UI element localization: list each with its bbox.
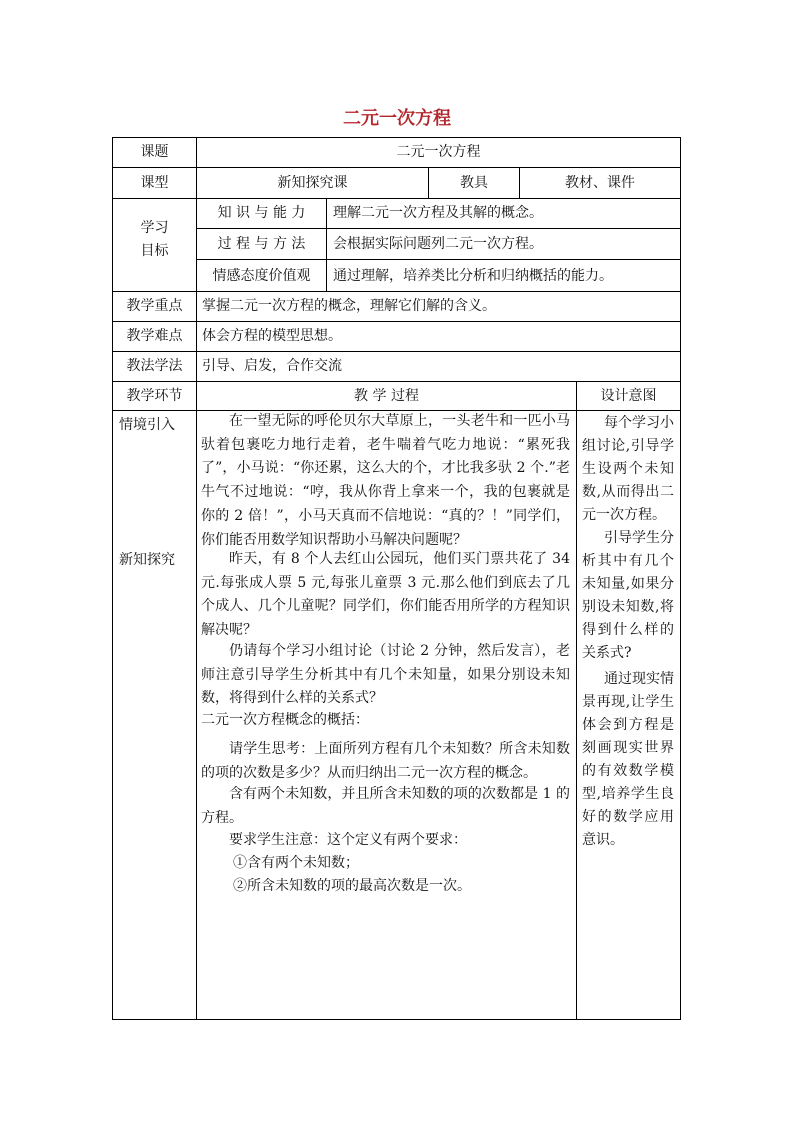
process-paragraph: 要求学生注意：这个定义有两个要求： [229,832,467,848]
process-paragraph: 仍请每个学习小组讨论（讨论 2 分钟，然后发言），老师注意引导学生分析其中有几个未知量，如果分别设未知数，将得到什么样的关系式？ [201,643,570,707]
key-point-value: 掌握二元一次方程的概念，理解它们解的含义。 [202,298,496,314]
tools-value: 教材、课件 [565,175,635,191]
process-list-item: ①含有两个未知数； [233,855,359,871]
process-paragraph: 含有两个未知数，并且所含未知数的项的次数都是 1 的方程。 [201,786,570,826]
goal-text-attitude: 通过理解，培养类比分析和归纳概括的能力。 [333,268,613,284]
type-label: 课型 [140,175,169,191]
goal-label-attitude: 情感态度价值观 [212,268,311,284]
table-line [196,228,681,229]
table-line [112,137,681,138]
process-paragraph: 在一望无际的呼伦贝尔大草原上，一头老牛和一匹小马驮着包裹吃力地行走着，老牛喘着气吃力地说：“累死我了”，小马说：“你还累，这么大的个，才比我多驮 2 个.”老牛气不过地说：“哼，我从你背上拿来一个，我的包裹就是你的 2 倍！”，小马天真而不信地说：“真的？！”同学们，你们能否用数学知识帮助小马解决问题呢？ [201,413,570,548]
difficulty-value: 体会方程的模型思想。 [202,328,342,344]
table-line [112,1019,681,1020]
table-line [680,137,681,1020]
table-line [112,291,681,292]
goal-text-knowledge: 理解二元一次方程及其解的概念。 [333,205,543,221]
table-line [112,167,681,168]
process-list-item: ②所含未知数的项的最高次数是一次。 [233,878,471,894]
table-line [326,198,327,291]
page-title: 二元一次方程 [343,108,451,129]
table-line [576,381,577,1020]
tools-label: 教具 [460,175,488,191]
method-label: 教法学法 [126,358,183,374]
table-line [196,259,681,260]
topic-label: 课题 [140,144,169,160]
table-line [112,137,113,1020]
method-value: 引导、启发，合作交流 [202,358,342,374]
goal-text-process: 会根据实际问题列二元一次方程。 [333,236,543,252]
process-header: 教 学 过程 [354,388,419,404]
table-line [112,321,681,322]
table-line [112,351,681,352]
design-note: 引导学生分析其中有几个未知量,如果分别设未知数,将得到什么样的关系式? [582,530,674,661]
difficulty-label: 教学难点 [126,328,183,344]
process-paragraph: 请学生思考：上面所列方程有几个未知数？所含未知数的项的次数是多少？从而归纳出二元一次方程的概念。 [201,741,570,781]
goals-label-line2: 目标 [140,243,169,259]
key-point-label: 教学重点 [126,298,183,314]
table-line [112,381,681,382]
process-paragraph: 昨天，有 8 个人去红山公园玩，他们买门票共花了 34 元.每张成人票 5 元,每张儿童票 3 元.那么他们到底去了几个成人、几个儿童呢？同学们，你们能否用所学的方程知识解决呢？ [201,551,570,639]
goals-label-line1: 学习 [140,220,169,236]
design-note: 每个学习小组讨论,引导学生设两个未知数,从而得出二元一次方程。 [582,415,674,523]
goal-label-process: 过 程 与 方 法 [217,236,306,252]
design-note: 通过现实情景再现,让学生体会到方程是刻画现实世界的有效数学模型,培养学生良好的数学应用意识。 [582,671,674,848]
goal-label-knowledge: 知 识 与 能 力 [217,205,306,221]
topic-value: 二元一次方程 [396,144,481,160]
stage-header: 教学环节 [126,388,183,404]
table-line [112,198,681,199]
stage-intro: 情境引入 [119,417,175,433]
type-value: 新知探究课 [277,175,348,191]
stage-explore: 新知探究 [119,552,175,568]
process-paragraph: 二元一次方程概念的概括： [201,712,369,728]
design-header: 设计意图 [600,388,657,404]
